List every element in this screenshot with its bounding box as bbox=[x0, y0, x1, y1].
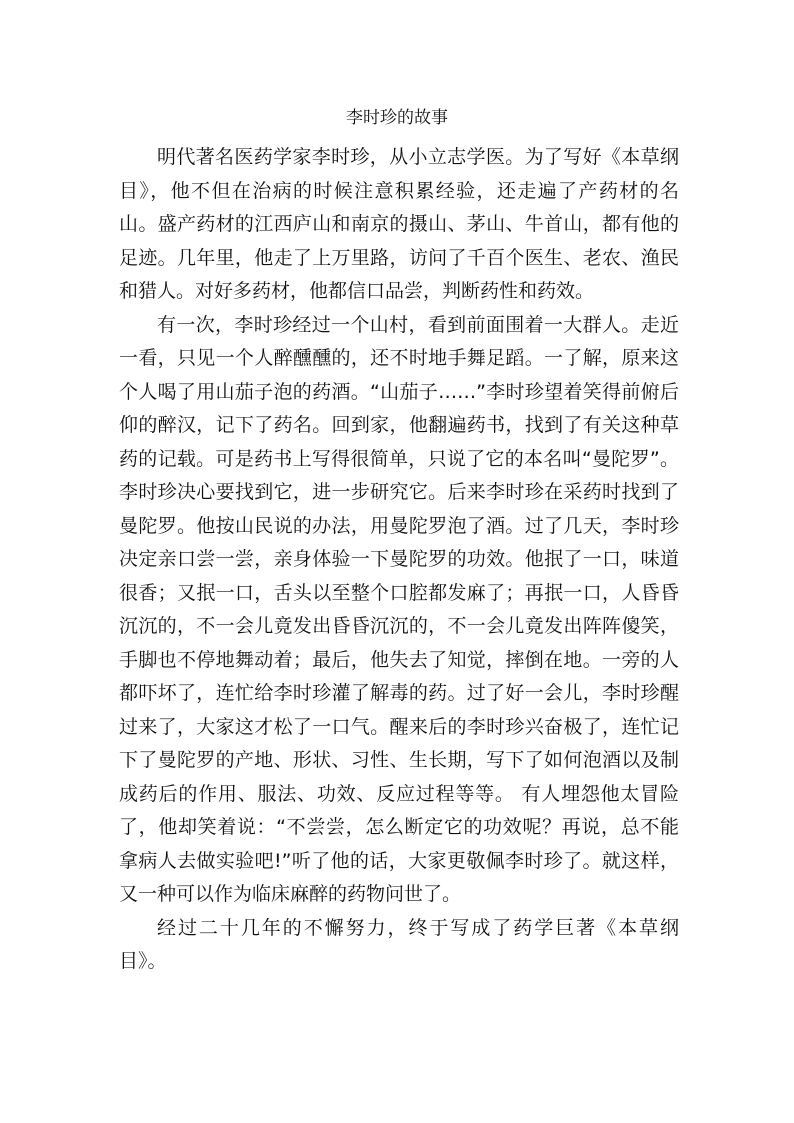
document-title: 李时珍的故事 bbox=[346, 108, 448, 128]
paragraph-1: 明代著名医药学家李时珍，从小立志学医。为了写好《本草纲目》，他不但在治病的时候注意积累经验，还走遍了产药材的名山。盛产药材的江西庐山和南京的摄山、茅山、牛首山，都有他的足迹。几年里，他走了上万里路，访问了千百个医生、老农、渔民和猎人。对好多药材，他都信口品尝，判断药性和药效。 bbox=[119, 146, 679, 302]
paragraph-3: 经过二十几年的不懈努力，终于写成了药学巨著《本草纲目》。 bbox=[119, 916, 679, 972]
paragraph-2: 有一次，李时珍经过一个山村，看到前面围着一大群人。走近一看，只见一个人醉醺醺的，还不时地手舞足蹈。一了解，原来这个人喝了用山茄子泡的药酒。“山茄子……”李时珍望着笑得前俯后仰的醉汉，记下了药名。回到家，他翻遍药书，找到了有关这种草药的记载。可是药书上写得很简单，只说了它的本名叫“曼陀罗”。李时珍决心要找到它，进一步研究它。后来李时珍在采药时找到了曼陀罗。他按山民说的办法，用曼陀罗泡了酒。过了几天，李时珍决定亲口尝一尝，亲身体验一下曼陀罗的功效。他抿了一口，味道很香；又抿一口，舌头以至整个口腔都发麻了；再抿一口，人昏昏沉沉的，不一会儿竟发出昏昏沉沉的，不一会儿竟发出阵阵傻笑，手脚也不停地舞动着；最后，他失去了知觉，摔倒在地。一旁的人都吓坏了，连忙给李时珍灌了解毒的药。过了好一会儿，李时珍醒过来了，大家这才松了一口气。醒来后的李时珍兴奋极了，连忙记下了曼陀罗的产地、形状、习性、生长期，写下了如何泡酒以及制成药后的作用、服法、功效、反应过程等等。 有人埋怨他太冒险了，他却笑着说：“不尝尝，怎么断定它的功效呢？再说，总不能拿病人去做实验吧!”听了他的话，大家更敬佩李时珍了。就这样，又一种可以作为临床麻醉的药物问世了。 bbox=[119, 313, 679, 905]
document-body bbox=[119, 141, 679, 979]
